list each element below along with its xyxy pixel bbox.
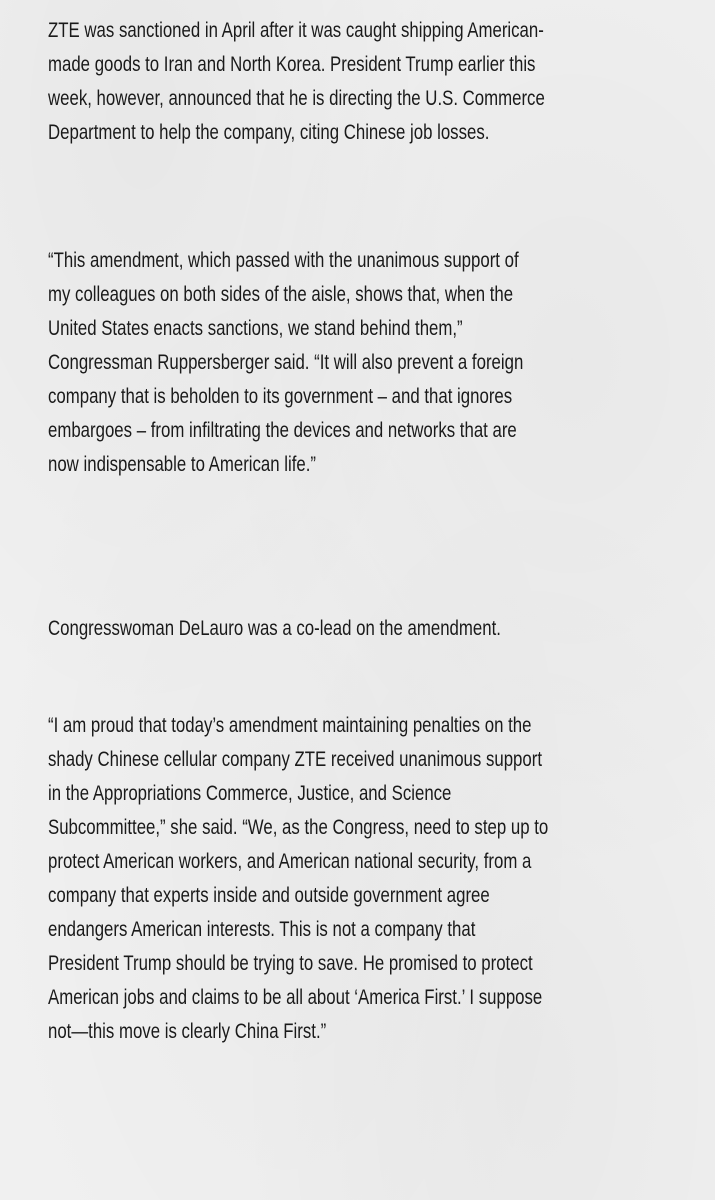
text-line: “I am proud that today’s amendment maintaining penalties on the [48,714,532,737]
text-line: shady Chinese cellular company ZTE received unanimous support [48,748,542,771]
text-line: ZTE was sanctioned in April after it was caught shipping American- [48,19,544,42]
paragraph-ruppersberger-quote [48,244,688,482]
paragraph-zte-sanction [48,14,688,150]
text-line: in the Appropriations Commerce, Justice, and Science [48,782,452,805]
paragraph-delauro-quote [48,709,688,1049]
text-line: company that experts inside and outside government agree [48,884,490,907]
text-line: Congressman Ruppersberger said. “It will also prevent a foreign [48,351,524,374]
text-line: Subcommittee,” she said. “We, as the Congress, need to step up to [48,816,549,839]
text-line: American jobs and claims to be all about ‘America First.’ I suppose [48,986,543,1009]
text-line: protect American workers, and American national security, from a [48,850,532,873]
text-line: week, however, announced that he is directing the U.S. Commerce [48,87,545,110]
text-line: company that is beholden to its government – and that ignores [48,385,513,408]
text-line: President Trump should be trying to save. He promised to protect [48,952,533,975]
text-line: Department to help the company, citing Chinese job losses. [48,121,490,144]
text-line: not—this move is clearly China First.” [48,1020,327,1043]
text-line: embargoes – from infiltrating the devices and networks that are [48,419,517,442]
text-line: now indispensable to American life.” [48,453,317,476]
text-line: made goods to Iran and North Korea. President Trump earlier this [48,53,536,76]
text-line: Congresswoman DeLauro was a co-lead on the amendment. [48,617,501,640]
text-line: “This amendment, which passed with the unanimous support of [48,249,519,272]
paragraph-delauro-colead [48,612,688,646]
text-line: United States enacts sanctions, we stand behind them,” [48,317,463,340]
text-line: my colleagues on both sides of the aisle, shows that, when the [48,283,514,306]
text-line: endangers American interests. This is not a company that [48,918,476,941]
